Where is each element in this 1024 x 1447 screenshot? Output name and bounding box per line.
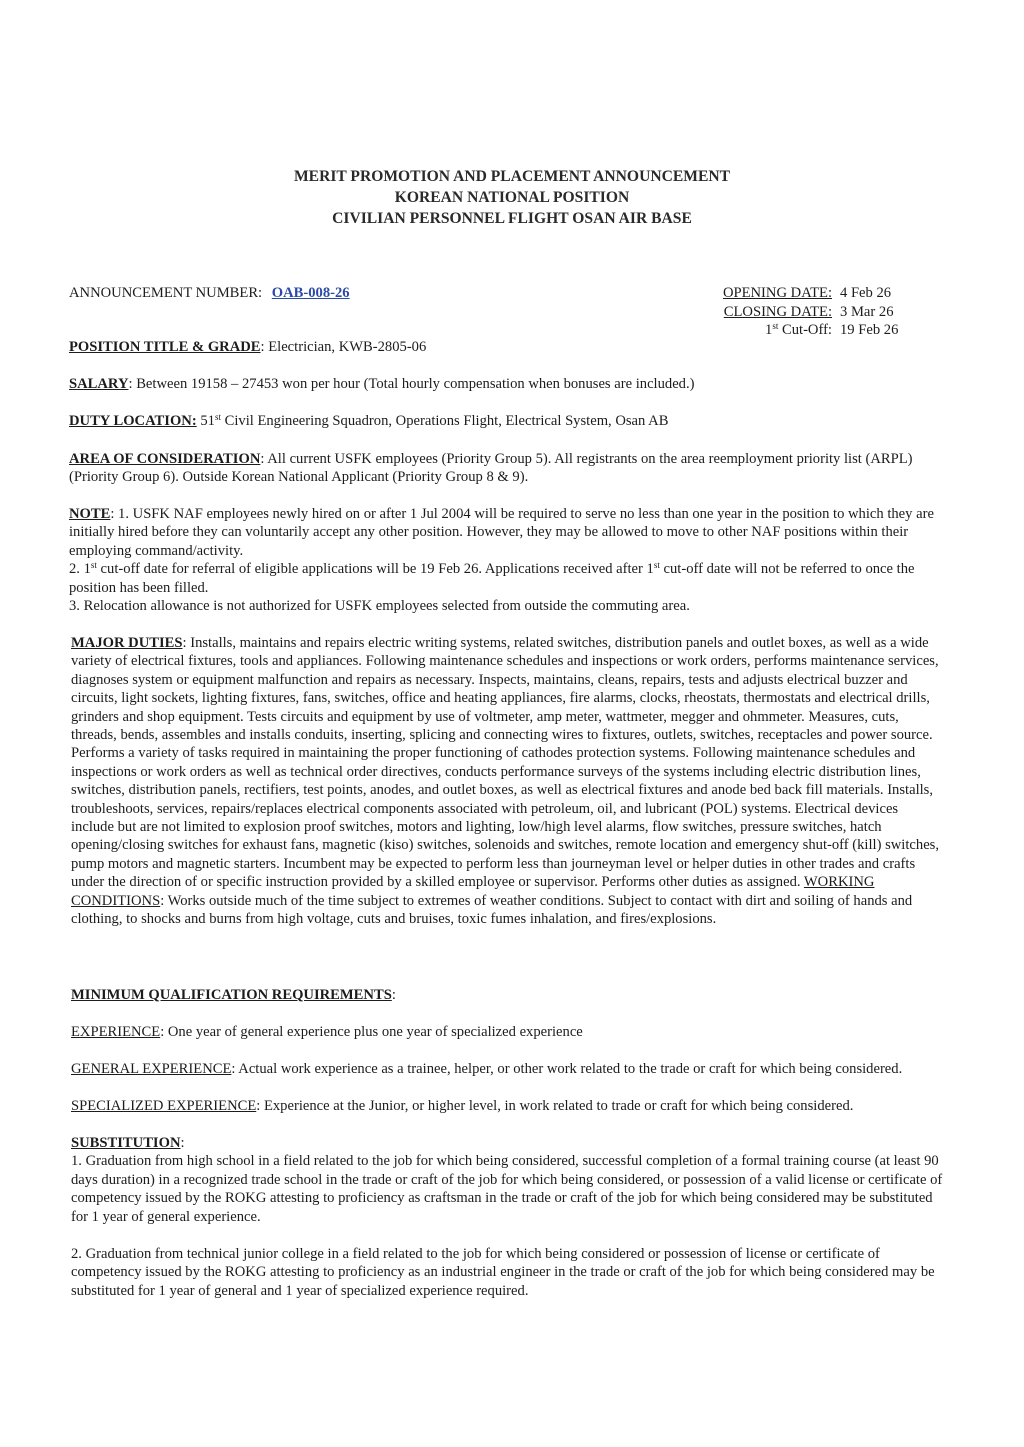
note-item-1 — [69, 505, 941, 560]
major-duties-text: : Installs, maintains and repairs electric writing systems, related switches, distribution panels and outlet boxes, as well as a wide variety of electrical fixtures, tools and appliances. Following maintenance schedules and inspections or work orders, performs maintenance services, diagnoses system or equipment malfunction and repairs as necessary. Inspects, maintains, cleans, repairs, tests and adjusts electrical buzzer and circuits, light sockets, lighting fixtures, fans, switches, office and heating appliances, fire alarms, clocks, rheostats, thermostats and electrical drills, grinders and shop equipment. Tests circuits and equipment by use of voltmeter, amp meter, wattmeter, megger and ohmmeter. Measures, cuts, threads, bends, assembles and installs conduits, inserting, splicing and connecting wires to fixtures, outlets, switches, receptacles and power source. Performs a variety of tasks required in maintaining the proper functioning of cathodes protection systems. Following maintenance schedules and inspections or work orders as well as technical order directives, conducts performance surveys of the systems including electric distribution lines, switches, distribution panels, rectifiers, test points, anodes, and outlet boxes, as well as electrical fixtures and anode bed back fill materials. Installs, troubleshoots, services, repairs/replaces electrical components associated with petroleum, oil, and lubricant (POL) systems. Electrical devices include but are not limited to explosion proof switches, motors and lighting, low/high level alarms, flow switches, pressure switches, hatch opening/closing switches for exhaust fans, magnetic (kiso) switches, solenoids and switches, remote location and emergency shut-off (kill) switches, pump motors and magnetic starters. Incumbent may be expected to perform less than journeyman level or helper duties in other trades and crafts under the direction of or specific instruction provided by a skilled employee or supervisor. Performs other duties as assigned. — [71, 635, 939, 891]
document-header — [0, 166, 1024, 229]
duty-location-row — [69, 412, 941, 430]
substitution-section — [71, 1134, 943, 1226]
experience-text: : One year of general experience plus one year of specialized experience — [160, 1024, 583, 1040]
mqr-label: MINIMUM QUALIFICATION REQUIREMENTS — [71, 987, 392, 1003]
note-section — [69, 505, 941, 615]
major-duties-label: MAJOR DUTIES — [71, 635, 183, 651]
general-experience-label: GENERAL EXPERIENCE — [71, 1061, 232, 1077]
mqr-colon: : — [391, 987, 396, 1003]
dates-block — [723, 284, 902, 340]
general-experience-text: : Actual work experience as a trainee, helper, or other work related to the trade or craft for which being considered. — [231, 1061, 903, 1077]
position-title-label: POSITION TITLE & GRADE — [69, 339, 261, 355]
cutoff-label-rest: Cut-Off: — [778, 322, 832, 339]
substitution-label: SUBSTITUTION — [71, 1135, 181, 1151]
note-item-2-part-a: 2. 1 — [69, 561, 91, 578]
note-item-2-sup-1: st — [90, 560, 97, 571]
note-item-1-text: : 1. USFK NAF employees newly hired on or after 1 Jul 2004 will be required to serve no less than one year in the position to which they are initially hired before they can voluntarily accept any other position. However, they may be allowed to move to other NAF positions within their employing command/activity. — [69, 506, 934, 559]
experience-label: EXPERIENCE — [71, 1024, 161, 1040]
area-text: : All current USFK employees (Priority Group 5). All registrants on the area reemployment priority list (ARPL) (Priority Group 6). Outside Korean National Applicant (Priority Group 8 & 9). — [69, 451, 913, 486]
substitution-item-2: 2. Graduation from technical junior college in a field related to the job for which being considered or possession of license or certificate of competency issued by the ROKG attesting to proficiency as an industrial engineer in the trade or craft of the job for which being considered may be substituted for 1 year of general and 1 year of specialized experience required. — [71, 1246, 935, 1299]
note-item-2-sup-2: st — [653, 560, 660, 571]
major-duties — [71, 634, 943, 929]
cutoff-date-row — [723, 321, 902, 340]
area-of-consideration — [69, 450, 941, 487]
opening-date-value: 4 Feb 26 — [840, 285, 892, 301]
closing-date-value: 3 Mar 26 — [840, 303, 894, 320]
specialized-experience-row — [71, 1097, 943, 1115]
duty-location-label: DUTY LOCATION: — [69, 413, 197, 429]
closing-date-label: CLOSING DATE: — [723, 303, 832, 320]
announcement-number-row — [69, 284, 350, 302]
note-label: NOTE — [69, 506, 111, 522]
position-title-value: : Electrician, KWB-2805-06 — [260, 339, 427, 355]
general-experience-row — [71, 1060, 943, 1078]
mqr-heading — [71, 986, 943, 1004]
cutoff-date-value: 19 Feb 26 — [840, 322, 899, 339]
substitution-colon: : — [180, 1135, 185, 1151]
closing-date-row — [723, 303, 902, 322]
duty-location-value: Civil Engineering Squadron, Operations Flight, Electrical System, Osan AB — [220, 413, 669, 429]
experience-row — [71, 1023, 943, 1041]
salary-row — [69, 375, 941, 393]
position-title-row — [69, 338, 426, 356]
specialized-experience-label: SPECIALIZED EXPERIENCE — [71, 1098, 257, 1114]
salary-value: : Between 19158 – 27453 won per hour (Total hourly compensation when bonuses are included.) — [128, 376, 695, 392]
working-conditions-label: WORKING CONDITIONS — [71, 874, 875, 909]
substitution-item-1: 1. Graduation from high school in a field related to the job for which being considered, successful completion of a formal training course (at least 90 days duration) in a recognized trade school in the trade or craft of the job for which being considered, or possession of a valid license or certificate of competency issued by the ROKG attesting to proficiency as craftsman in the trade or craft of the job for which being considered may be substituted for 1 year of general experience. — [71, 1153, 943, 1225]
duty-location-num: 51 — [196, 413, 215, 429]
cutoff-label-sup: st — [772, 321, 779, 332]
announcement-number-label: ANNOUNCEMENT NUMBER: — [69, 285, 263, 301]
note-item-2-part-c: cut-off date will not be referred to once the position has been filled. — [69, 561, 915, 596]
header-line-2: KOREAN NATIONAL POSITION — [394, 189, 630, 206]
header-line-3: CIVILIAN PERSONNEL FLIGHT OSAN AIR BASE — [332, 210, 692, 227]
substitution-heading — [71, 1134, 943, 1152]
note-item-3: 3. Relocation allowance is not authorized for USFK employees selected from outside the commuting area. — [69, 598, 690, 615]
note-item-2 — [69, 560, 941, 597]
salary-label: SALARY — [69, 376, 129, 392]
note-item-2-part-b: cut-off date for referral of eligible applications will be 19 Feb 26. Applications received after 1 — [96, 561, 654, 578]
duty-location-sup: st — [214, 412, 221, 422]
opening-date-label: OPENING DATE: — [722, 285, 832, 301]
specialized-experience-text: : Experience at the Junior, or higher level, in work related to trade or craft for which being considered. — [256, 1098, 854, 1114]
announcement-number-link[interactable]: OAB-008-26 — [271, 285, 350, 301]
header-line-1: MERIT PROMOTION AND PLACEMENT ANNOUNCEMENT — [293, 168, 731, 185]
opening-date-row — [723, 284, 902, 303]
cutoff-label-num: 1 — [765, 322, 773, 339]
area-label: AREA OF CONSIDERATION — [69, 451, 261, 467]
working-conditions-text: : Works outside much of the time subject to extremes of weather conditions. Subject to contact with dirt and soiling of hands and clothing, to shocks and burns from high voltage, cuts and bruises, toxic fumes inhalation, and fires/explosions. — [71, 892, 913, 928]
